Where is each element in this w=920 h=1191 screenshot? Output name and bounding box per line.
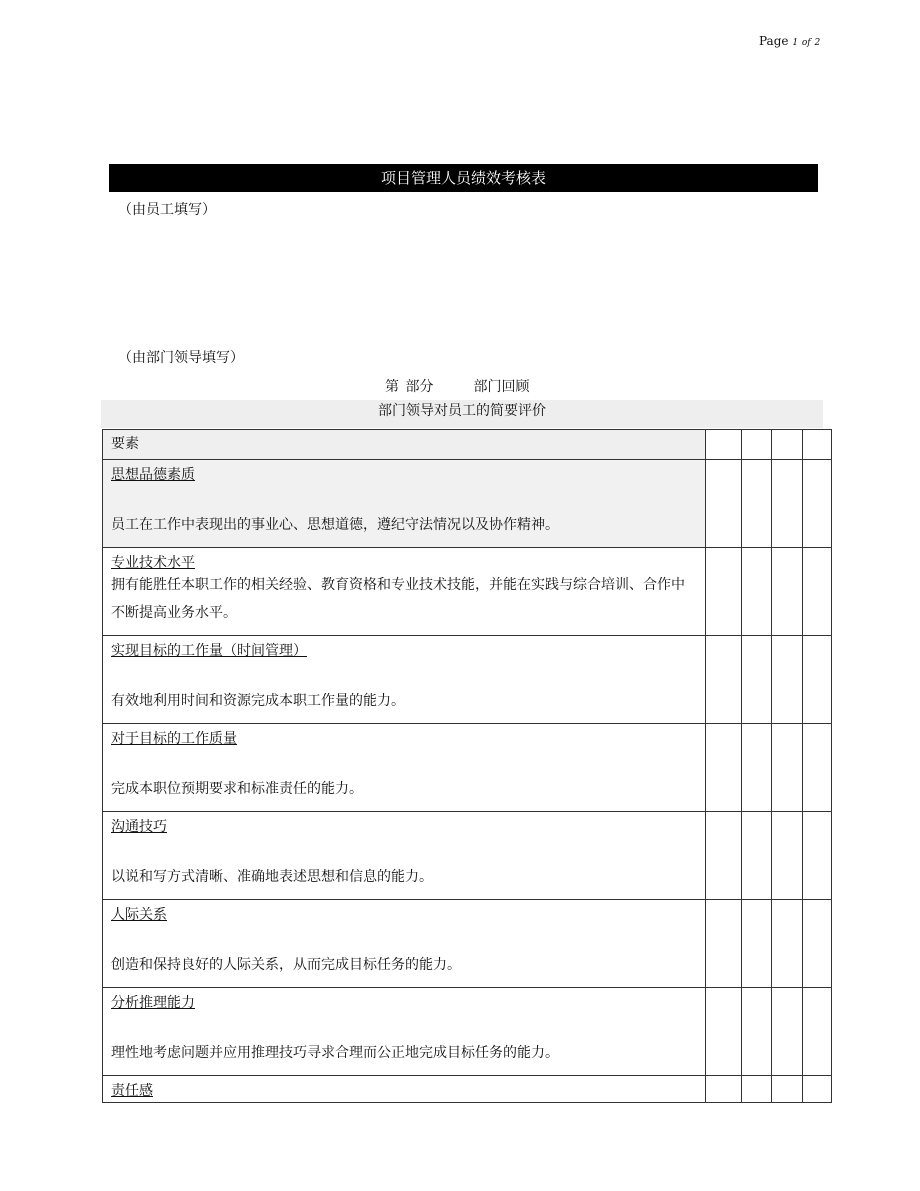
score-cell[interactable] <box>803 812 832 900</box>
score-cell[interactable] <box>706 724 742 812</box>
factor-title: 对于目标的工作质量 <box>111 731 237 747</box>
score-cell[interactable] <box>706 812 742 900</box>
table-row <box>103 724 832 812</box>
factor-title: 人际关系 <box>111 907 167 923</box>
score-cell[interactable] <box>706 460 742 548</box>
factor-title: 分析推理能力 <box>111 995 195 1011</box>
table-row <box>103 988 832 1076</box>
score-cell[interactable] <box>803 988 832 1076</box>
employee-note: （由员工填写） <box>118 202 216 218</box>
factor-description: 有效地利用时间和资源完成本职工作量的能力。 <box>111 693 405 709</box>
score-cell[interactable] <box>742 1076 772 1103</box>
factor-title: 专业技术水平 <box>111 555 195 571</box>
score-cell[interactable] <box>706 430 742 460</box>
score-cell[interactable] <box>742 724 772 812</box>
table-header-row <box>103 430 832 460</box>
evaluation-header: 部门领导对员工的简要评价 <box>101 400 823 428</box>
score-cell[interactable] <box>742 548 772 636</box>
factor-description: 拥有能胜任本职工作的相关经验、教育资格和专业技术技能，并能在实践与综合培训、合作中不断提高业务水平。 <box>111 577 685 621</box>
table-row <box>103 460 832 548</box>
score-cell[interactable] <box>772 430 803 460</box>
factor-title: 思想品德素质 <box>111 467 195 483</box>
header-factor: 要素 <box>103 430 706 460</box>
page-number <box>759 34 820 48</box>
factor-description: 理性地考虑问题并应用推理技巧寻求合理而公正地完成目标任务的能力。 <box>111 1045 559 1061</box>
page-total: 2 <box>814 38 821 48</box>
factor-description: 完成本职位预期要求和标准责任的能力。 <box>111 781 363 797</box>
score-cell[interactable] <box>772 1076 803 1103</box>
part-label: 第 部分 <box>385 379 434 395</box>
part-heading <box>385 376 529 396</box>
score-cell[interactable] <box>742 900 772 988</box>
factor-description: 创造和保持良好的人际关系，从而完成目标任务的能力。 <box>111 957 461 973</box>
score-cell[interactable] <box>803 636 832 724</box>
table-row <box>103 636 832 724</box>
page-current: 1 <box>792 38 799 48</box>
score-cell[interactable] <box>706 636 742 724</box>
page-label: Page <box>759 34 789 48</box>
table-row <box>103 900 832 988</box>
factor-title: 沟通技巧 <box>111 819 167 835</box>
score-cell[interactable] <box>742 812 772 900</box>
form-title: 项目管理人员绩效考核表 <box>109 164 818 192</box>
score-cell[interactable] <box>803 724 832 812</box>
table-row <box>103 812 832 900</box>
score-cell[interactable] <box>803 430 832 460</box>
score-cell[interactable] <box>772 460 803 548</box>
score-cell[interactable] <box>803 900 832 988</box>
score-cell[interactable] <box>742 460 772 548</box>
table-row <box>103 1076 832 1103</box>
score-cell[interactable] <box>772 900 803 988</box>
score-cell[interactable] <box>706 1076 742 1103</box>
evaluation-table <box>102 429 832 1103</box>
score-cell[interactable] <box>742 988 772 1076</box>
leader-note: （由部门领导填写） <box>118 350 244 366</box>
part-title: 部门回顾 <box>473 379 530 395</box>
table-row <box>103 548 832 636</box>
score-cell[interactable] <box>803 460 832 548</box>
score-cell[interactable] <box>706 988 742 1076</box>
score-cell[interactable] <box>742 430 772 460</box>
score-cell[interactable] <box>772 636 803 724</box>
factor-description: 员工在工作中表现出的事业心、思想道德，遵纪守法情况以及协作精神。 <box>111 517 559 533</box>
factor-title: 责任感 <box>111 1083 153 1099</box>
factor-description: 以说和写方式清晰、准确地表述思想和信息的能力。 <box>111 869 433 885</box>
score-cell[interactable] <box>803 1076 832 1103</box>
score-cell[interactable] <box>706 900 742 988</box>
page-of: of <box>801 38 811 48</box>
score-cell[interactable] <box>772 548 803 636</box>
score-cell[interactable] <box>772 988 803 1076</box>
score-cell[interactable] <box>772 812 803 900</box>
score-cell[interactable] <box>706 548 742 636</box>
score-cell[interactable] <box>772 724 803 812</box>
score-cell[interactable] <box>742 636 772 724</box>
score-cell[interactable] <box>803 548 832 636</box>
factor-title: 实现目标的工作量（时间管理） <box>111 643 307 659</box>
